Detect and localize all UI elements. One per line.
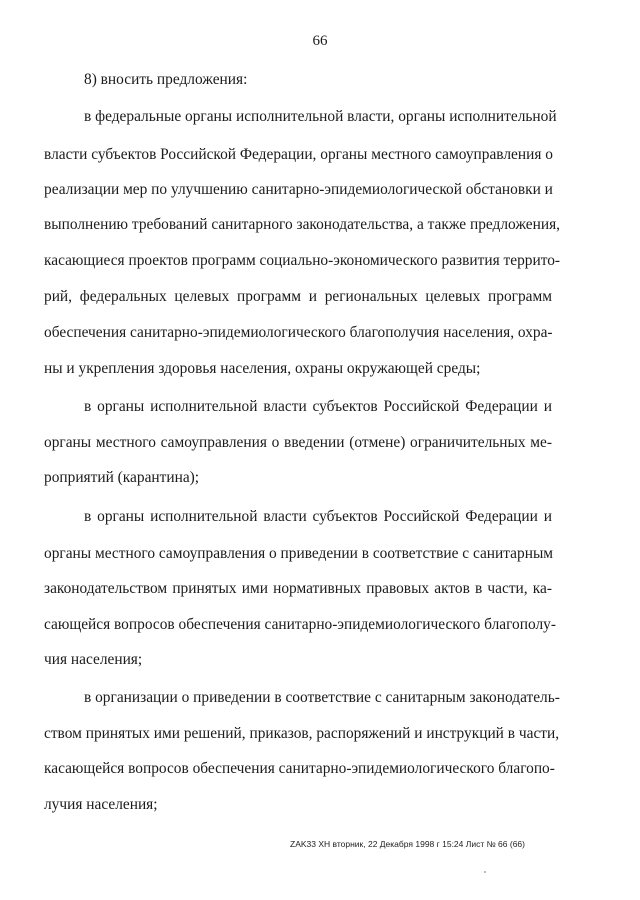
text-line: чия населения; bbox=[44, 651, 143, 668]
text-line: ны и укрепления здоровья населения, охраны окружающей среды; bbox=[44, 360, 481, 377]
text-line: касающейся вопросов обеспечения санитарно-эпидемиологического благопо- bbox=[44, 760, 555, 777]
text-line: органы местного самоуправления о введении (отмене) ограничительных ме- bbox=[44, 434, 552, 451]
text-line: рий, федеральных целевых программ и региональных целевых программ bbox=[44, 288, 552, 305]
text-line: роприятий (карантина); bbox=[44, 469, 200, 486]
text-line: лучия населения; bbox=[44, 796, 158, 813]
page-number: 66 bbox=[312, 33, 328, 49]
text-line: обеспечения санитарно-эпидемиологического благополучия населения, охра- bbox=[44, 324, 553, 341]
text-line: органы местного самоуправления о приведении в соответствие с санитарным bbox=[44, 545, 554, 562]
text-line: сающейся вопросов обеспечения санитарно-эпидемиологического благополу- bbox=[44, 616, 556, 633]
text-line: ством принятых ими решений, приказов, распоряжений и инструкций в части, bbox=[44, 725, 560, 742]
text-line: 8) вносить предложения: bbox=[84, 71, 248, 88]
text-line: в организации о приведении в соответствие с санитарным законодатель- bbox=[84, 689, 560, 706]
text-line: законодательством принятых ими нормативных правовых актов в части, ка- bbox=[44, 580, 552, 597]
text-line: в органы исполнительной власти субъектов Российской Федерации и bbox=[84, 398, 552, 415]
text-line: в федеральные органы исполнительной власти, органы исполнительной bbox=[84, 108, 557, 125]
print-footer: ZAK33 XH вторник, 22 Декабря 1998 г 15:24 Лист № 66 (66) bbox=[290, 839, 525, 849]
text-line: реализации мер по улучшению санитарно-эпидемиологической обстановки и bbox=[44, 181, 553, 198]
text-line: в органы исполнительной власти субъектов Российской Федерации и bbox=[84, 508, 552, 525]
text-line: власти субъектов Российской Федерации, органы местного самоуправления о bbox=[44, 146, 553, 163]
text-line: касающиеся проектов программ социально-экономического развития террито- bbox=[44, 252, 561, 269]
scan-speck bbox=[484, 871, 486, 873]
text-line: выполнению требований санитарного законодательства, а также предложения, bbox=[44, 216, 560, 233]
